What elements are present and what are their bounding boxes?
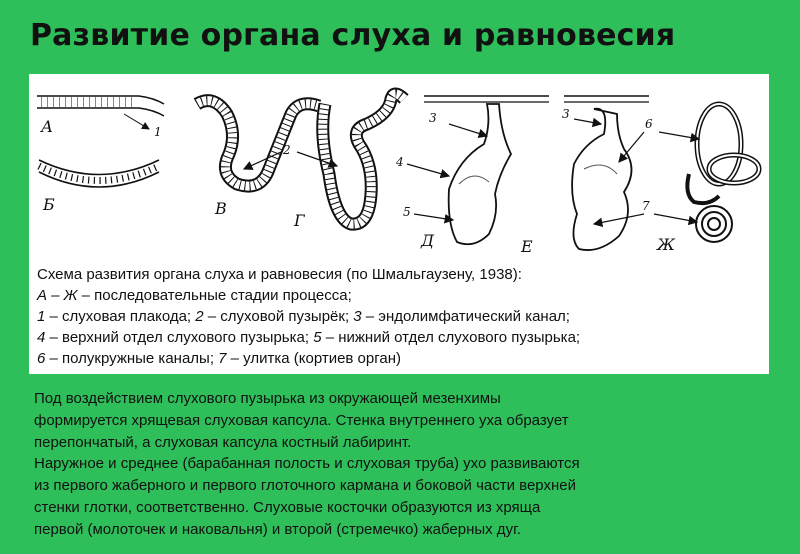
number-7: 7 (642, 199, 650, 213)
scheme-legend (37, 264, 765, 369)
label-b: Б (43, 195, 55, 214)
number-3a: 3 (429, 111, 437, 125)
scheme-line-2: 1 – слуховая плакода; 2 – слуховой пузырёк; 3 – эндолимфатический канал; (37, 308, 570, 325)
stage-v-vesicle (197, 101, 319, 186)
page-title: Развитие органа слуха и равновесия (30, 18, 676, 53)
body-line-4: Наружное и среднее (барабанная полость и слуховая труба) ухо развиваются (34, 455, 580, 473)
body-line-1: Под воздействием слухового пузырька из окружающей мезенхимы (34, 390, 501, 407)
number-2: 2 (283, 143, 291, 157)
body-line-6: стенки глотки, соответственно. Слуховые косточки образуются из хряща (34, 498, 541, 516)
scheme-heading: Схема развития органа слуха и равновесия (по Шмальгаузену, 1938): (37, 266, 522, 283)
label-zh: Ж (657, 235, 675, 254)
body-line-3: перепончатый, а слуховая капсула костный лабиринт. (34, 433, 412, 451)
scheme-line-1: А – Ж – последовательные стадии процесса; (37, 287, 352, 304)
label-a: А (41, 117, 54, 136)
body-line-7: первой (молоточек и наковальня) и второй (стремечко) жаберных дуг. (34, 520, 521, 538)
number-4: 4 (396, 155, 404, 169)
number-6: 6 (645, 117, 653, 131)
body-line-2: формируется хрящевая слуховая капсула. Стенка внутреннего уха образует (34, 411, 569, 429)
diagram-panel (29, 74, 769, 374)
stage-a-epithelium (37, 96, 164, 129)
body-line-5: из первого жаберного и первого глоточного кармана и боковой части верхней (34, 477, 576, 495)
stage-b-epithelium (39, 160, 159, 187)
body-text (34, 388, 774, 541)
label-g: Г (294, 211, 305, 230)
development-diagram (29, 74, 769, 264)
label-v: В (215, 199, 227, 218)
scheme-line-4: 6 – полукружные каналы; 7 – улитка (кортиев орган) (37, 350, 402, 367)
number-3b: 3 (562, 107, 570, 121)
stage-g-vesicle (297, 94, 404, 224)
stage-e-vesicle (564, 96, 649, 250)
number-5: 5 (403, 205, 411, 219)
label-e: Е (521, 237, 533, 256)
scheme-line-3: 4 – верхний отдел слухового пузырька; 5 – нижний отдел слухового пузырька; (37, 329, 581, 346)
label-d: Д (421, 231, 435, 250)
number-1: 1 (154, 125, 162, 139)
